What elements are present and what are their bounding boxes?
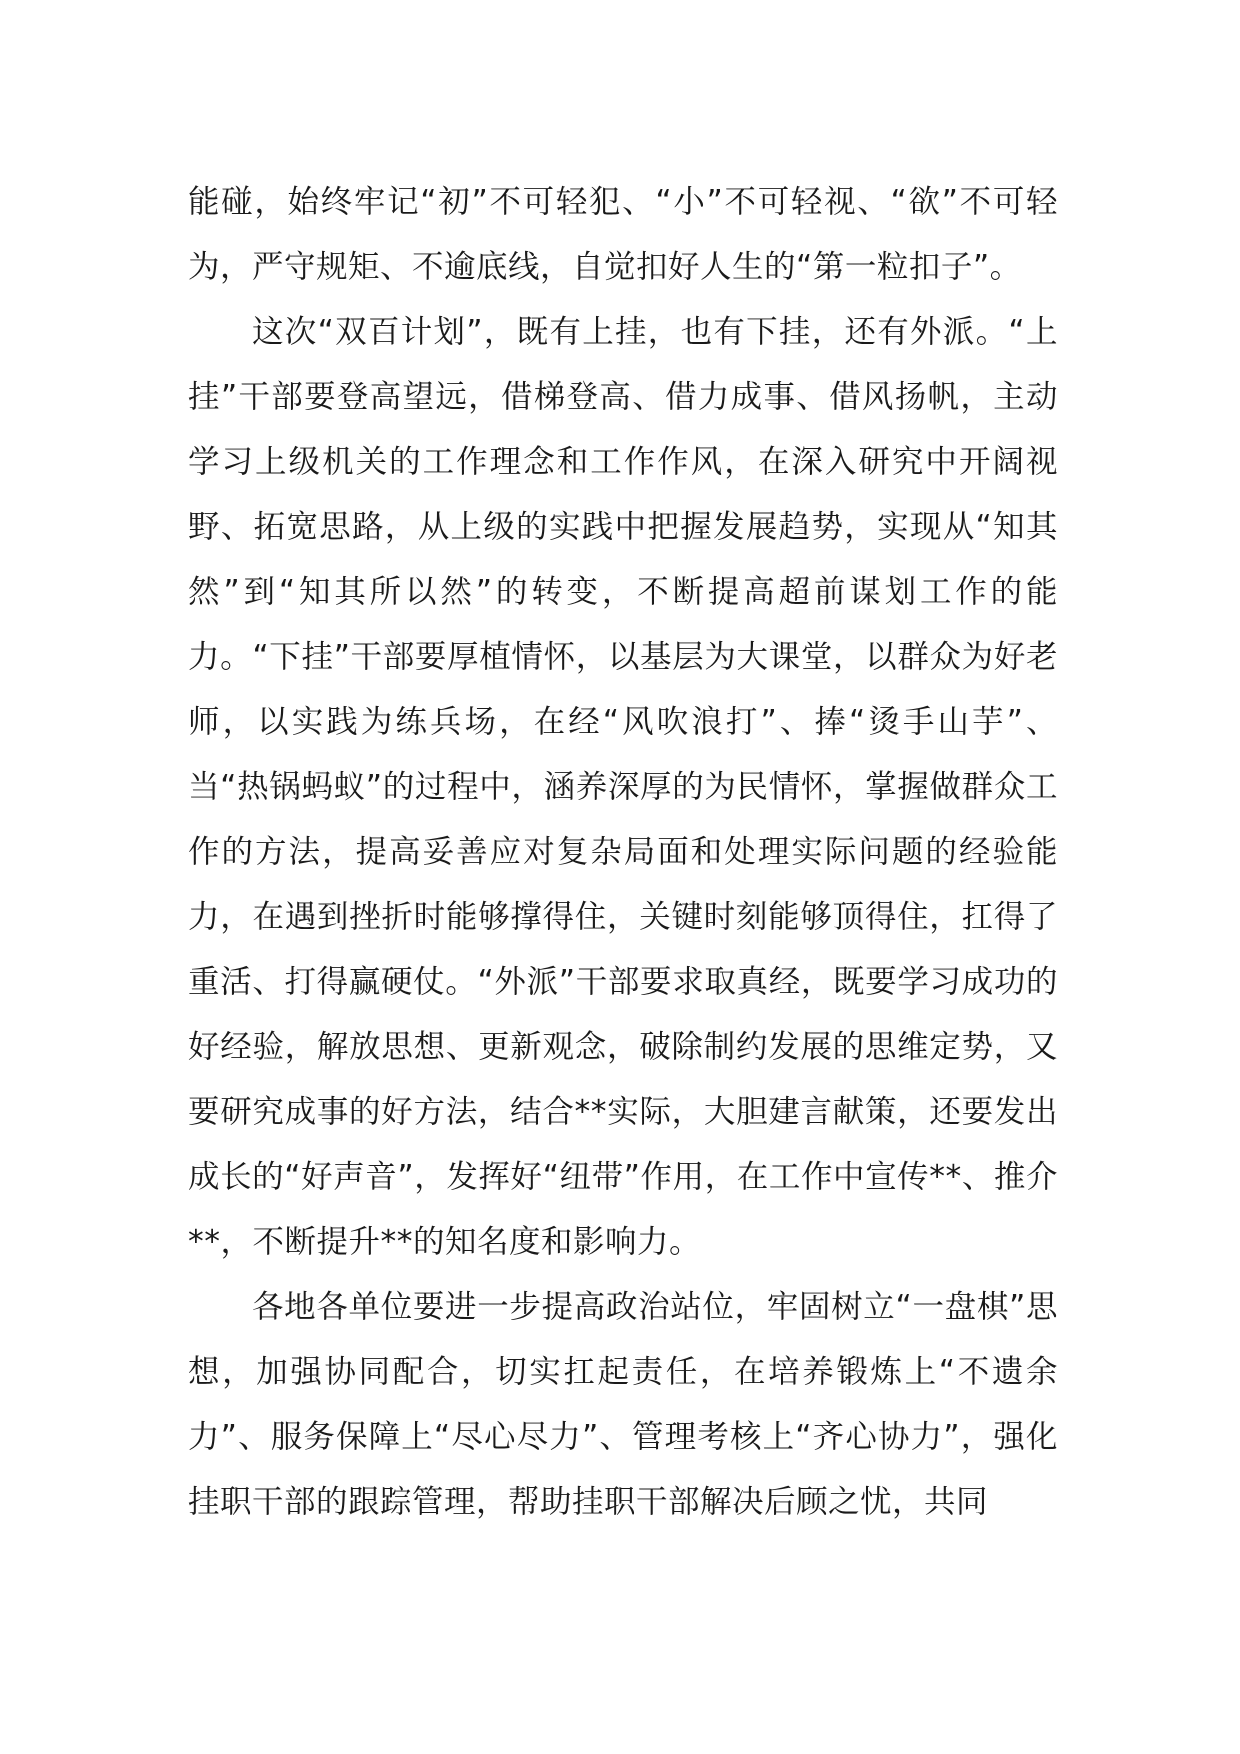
body-text (188, 170, 1058, 1535)
paragraph-3: 各地各单位要进一步提高政治站位，牢固树立“一盘棋”思想，加强协同配合，切实扛起责任，在培养锻炼上“不遗余力”、服务保障上“尽心尽力”、管理考核上“齐心协力”，强化挂职干部的跟踪管理，帮助挂职干部解决后顾之忧，共同 (188, 1289, 1058, 1520)
paragraph-2: 这次“双百计划”，既有上挂，也有下挂，还有外派。“上挂”干部要登高望远，借梯登高、借力成事、借风扬帆，主动学习上级机关的工作理念和工作作风，在深入研究中开阔视野、拓宽思路，从上级的实践中把握发展趋势，实现从“知其然”到“知其所以然”的转变，不断提高超前谋划工作的能力。“下挂”干部要厚植情怀，以基层为大课堂，以群众为好老师，以实践为练兵场，在经“风吹浪打”、捧“烫手山芋”、当“热锅蚂蚁”的过程中，涵养深厚的为民情怀，掌握做群众工作的方法，提高妥善应对复杂局面和处理实际问题的经验能力，在遇到挫折时能够撑得住，关键时刻能够顶得住，扛得了重活、打得赢硬仗。“外派”干部要求取真经，既要学习成功的好经验，解放思想、更新观念，破除制约发展的思维定势，又要研究成事的好方法，结合**实际，大胆建言献策，还要发出成长的“好声音”，发挥好“纽带”作用，在工作中宣传**、推介**，不断提升**的知名度和影响力。 (188, 314, 1058, 1260)
paragraph-1: 能碰，始终牢记“初”不可轻犯、“小”不可轻视、“欲”不可轻为，严守规矩、不逾底线，自觉扣好人生的“第一粒扣子”。 (188, 184, 1058, 285)
